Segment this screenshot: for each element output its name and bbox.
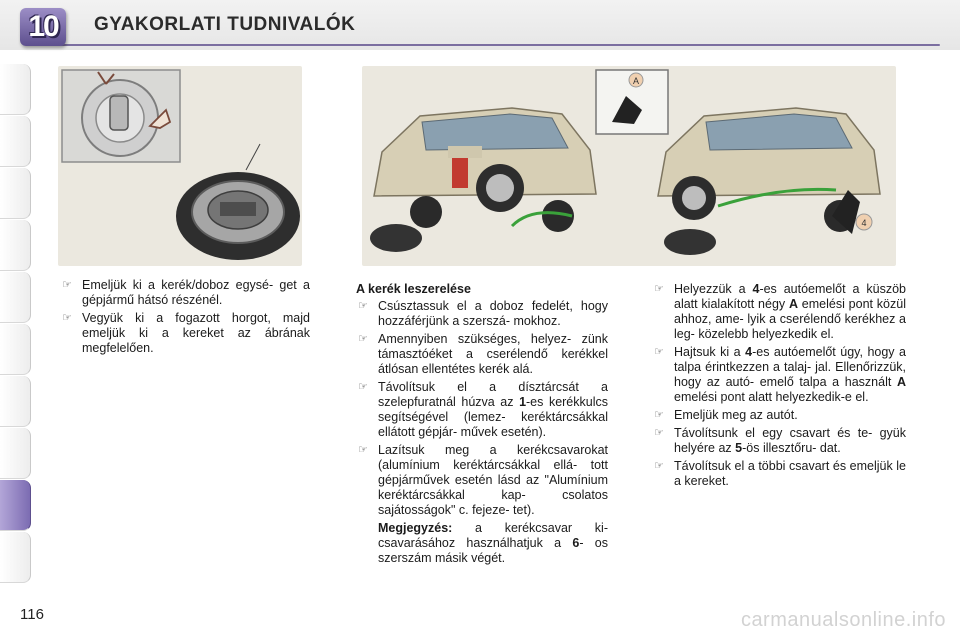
chapter-tab-6[interactable] (0, 324, 31, 375)
note-text: - os szerszám másik végét. (378, 536, 608, 565)
watermark: carmanualsonline.info (740, 609, 946, 631)
chapter-number: 10 (28, 10, 58, 43)
car-1-plate (448, 146, 482, 158)
tool-number: 1 (519, 395, 527, 409)
column-3-list (650, 282, 906, 489)
list-item (650, 408, 906, 423)
list-item (354, 443, 608, 518)
tool-number: 5 (735, 441, 743, 455)
pointing-hand-icon: ☞ (654, 427, 664, 439)
chapter-tab-10-active[interactable] (0, 480, 31, 531)
car-1-taillight (452, 158, 468, 188)
pointing-hand-icon: ☞ (358, 381, 368, 393)
column-2-list (354, 299, 608, 518)
pointing-hand-icon: ☞ (358, 444, 368, 456)
list-item-text: Távolítsuk el a dísztárcsát a szelepfuratnál húzva az (378, 380, 608, 409)
list-item-text: -es autóemelőt a küszöb alatt kialakított négy (674, 282, 906, 311)
callout-label-A: A (632, 76, 640, 86)
page-number: 116 (20, 606, 44, 623)
tool-number: 4 (752, 282, 760, 296)
pointing-hand-icon: ☞ (62, 312, 72, 324)
list-item-text: emelési pont alatt helyezkedik-e el. (674, 390, 869, 404)
list-item (650, 426, 906, 456)
list-item (58, 278, 310, 308)
spare-wheel-drawing (58, 66, 302, 266)
column-1-list (58, 278, 310, 356)
chapter-tabs (0, 64, 34, 584)
pointing-hand-icon: ☞ (62, 279, 72, 291)
list-item-text: emelési pont közül ahhoz, ame- lyik a cserélendő kerékhez a leg- közelebb helyezkedik el. (674, 297, 906, 341)
note-label: Megjegyzés: (378, 521, 453, 535)
list-item-text: -ös illesztőru- dat. (742, 441, 841, 455)
list-item-text: Vegyük ki a fogazott horgot, majd emeljük ki a kereket az ábrának megfelelően. (82, 311, 310, 355)
pointing-hand-icon: ☞ (654, 346, 664, 358)
list-item-text: Csúsztassuk el a doboz fedelét, hogy hozzáférjünk a szerszá- mokhoz. (378, 299, 608, 328)
list-item (650, 282, 906, 342)
list-item-text: Emeljük ki a kerék/doboz egysé- get a gépjármű hátsó részénél. (82, 278, 310, 307)
car-2-removed-wheel (664, 229, 716, 255)
pointing-hand-icon: ☞ (654, 283, 664, 295)
list-item (58, 311, 310, 356)
list-item-text: Amennyiben szükséges, helyez- zünk támasztóéket a cserélendő kerékkel átlósan ellentétes kerék alá. (378, 332, 608, 376)
tool-box-lid (220, 202, 256, 216)
list-item-text: Helyezzük a (674, 282, 753, 296)
lift-point-label: A (896, 375, 906, 389)
chapter-tab-2[interactable] (0, 116, 31, 167)
list-item-text: Hajtsuk ki a (674, 345, 746, 359)
page-title: GYAKORLATI TUDNIVALÓK (94, 14, 356, 35)
pointing-hand-icon: ☞ (358, 300, 368, 312)
removed-wheel (370, 224, 422, 252)
chapter-tab-5[interactable] (0, 272, 31, 323)
list-item-text: Távolítsuk el a többi csavart és emeljük le a kereket. (674, 459, 906, 488)
pointing-hand-icon: ☞ (358, 333, 368, 345)
column-2 (354, 282, 608, 566)
pointing-hand-icon: ☞ (654, 409, 664, 421)
car-1-rear-wheel (410, 196, 442, 228)
list-item (354, 380, 608, 440)
toothed-hook (110, 96, 128, 130)
car-1-spare-rim (486, 174, 514, 202)
list-item (354, 299, 608, 329)
list-item-text: -es autóemelőt úgy, hogy a talpa érintkezzen a talaj- jal. Ellenőrizzük, hogy az autó- emelő talpa a használt (674, 345, 906, 389)
callout-line (246, 144, 260, 170)
chapter-tab-3[interactable] (0, 168, 31, 219)
chapter-badge (16, 4, 74, 50)
chapter-tab-8[interactable] (0, 428, 31, 479)
list-item-text: -es kerékkulcs segítségével (lemez- keréktárcsákkal ellátott gépjár- művek esetén). (378, 395, 608, 439)
chapter-tab-7[interactable] (0, 376, 31, 427)
header-rule (60, 44, 940, 46)
page-header (0, 0, 960, 50)
chapter-tab-1[interactable] (0, 64, 31, 115)
list-item (354, 332, 608, 377)
pointing-hand-icon: ☞ (654, 460, 664, 472)
list-item-text: Távolítsunk el egy csavart és te- gyük helyére az (674, 426, 906, 455)
list-item (650, 459, 906, 489)
car-jack-drawing (362, 66, 896, 266)
list-item-text: Lazítsuk meg a kerékcsavarokat (alumínium keréktárcsákkal ellá- tott gépjárművek esetén lásd az "Alumínium keréktárcsákkal kap- csolatos sajátosságok" c. fejeze- tet). (378, 443, 608, 517)
list-item (650, 345, 906, 405)
lift-point-label: A (788, 297, 798, 311)
list-item-text: Emeljük meg az autót. (674, 408, 798, 422)
car-2-spare-rim (682, 186, 706, 210)
callout-label-4: 4 (861, 218, 867, 228)
note-text: a kerékcsavar ki- csavarásához használhatjuk a (378, 521, 608, 550)
spare-wheel-illustration (58, 66, 302, 266)
note (354, 521, 608, 566)
tool-number: 6 (572, 536, 580, 550)
chapter-tab-11[interactable] (0, 532, 31, 583)
column-3 (650, 282, 906, 492)
car-jack-illustration (362, 66, 896, 266)
chapter-tab-4[interactable] (0, 220, 31, 271)
column-1 (58, 278, 310, 359)
tool-number: 4 (745, 345, 753, 359)
section-heading: A kerék leszerelése (356, 282, 471, 296)
